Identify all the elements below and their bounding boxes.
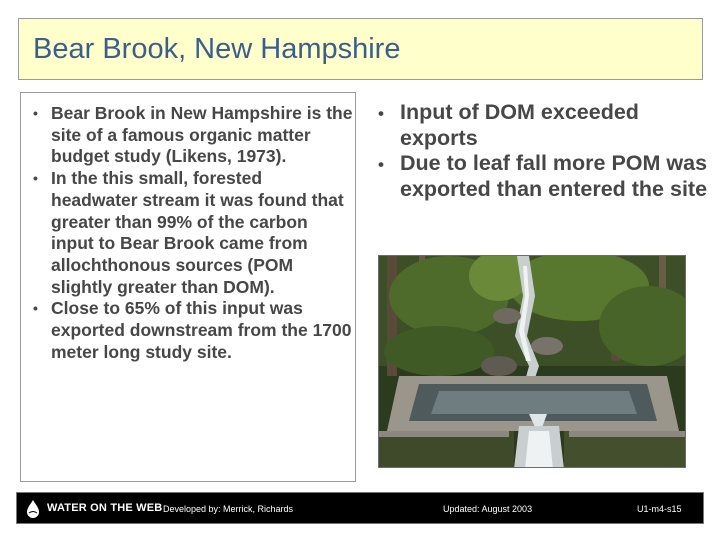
title-bar	[18, 18, 703, 80]
bullet-text: In the this small, forested headwater stream it was found that greater than 99% of the carbon input to Bear Brook came from allochthonous sources (POM slightly greater than DOM).	[51, 168, 344, 297]
right-bullet-list	[378, 100, 708, 202]
bullet-icon: •	[33, 105, 38, 121]
bullet-item	[33, 168, 353, 298]
water-drop-icon	[25, 499, 41, 519]
bullet-text: Close to 65% of this input was exported downstream from the 1700 meter long study site.	[51, 298, 352, 362]
slide-title: Bear Brook, New Hampshire	[33, 33, 401, 65]
stream-weir-illustration	[379, 256, 686, 468]
developed-by-text: Developed by: Merrick, Richards	[163, 504, 294, 514]
left-bullet-list	[33, 103, 353, 363]
bullet-icon: •	[378, 155, 384, 174]
bear-brook-photo	[378, 255, 686, 468]
updated-text: Updated: August 2003	[443, 504, 533, 514]
bullet-text: Due to leaf fall more POM was exported than entered the site	[400, 151, 708, 201]
bullet-item	[378, 100, 708, 151]
bullet-icon: •	[33, 300, 38, 317]
bullet-item	[33, 298, 353, 363]
bullet-text: Bear Brook in New Hampshire is the site of a famous organic matter budget study (Likens, 1973).	[51, 103, 353, 167]
slide-code-text: U1-m4-s15	[637, 504, 682, 514]
bullet-text: Input of DOM exceeded exports	[400, 100, 639, 150]
bullet-item	[378, 151, 708, 202]
bullet-icon: •	[378, 104, 384, 123]
left-text-panel	[20, 92, 356, 482]
bullet-icon: •	[33, 170, 38, 187]
logo-text: WATER ON THE WEB	[47, 502, 163, 514]
footer-bar	[16, 492, 704, 524]
bullet-item	[33, 103, 353, 168]
